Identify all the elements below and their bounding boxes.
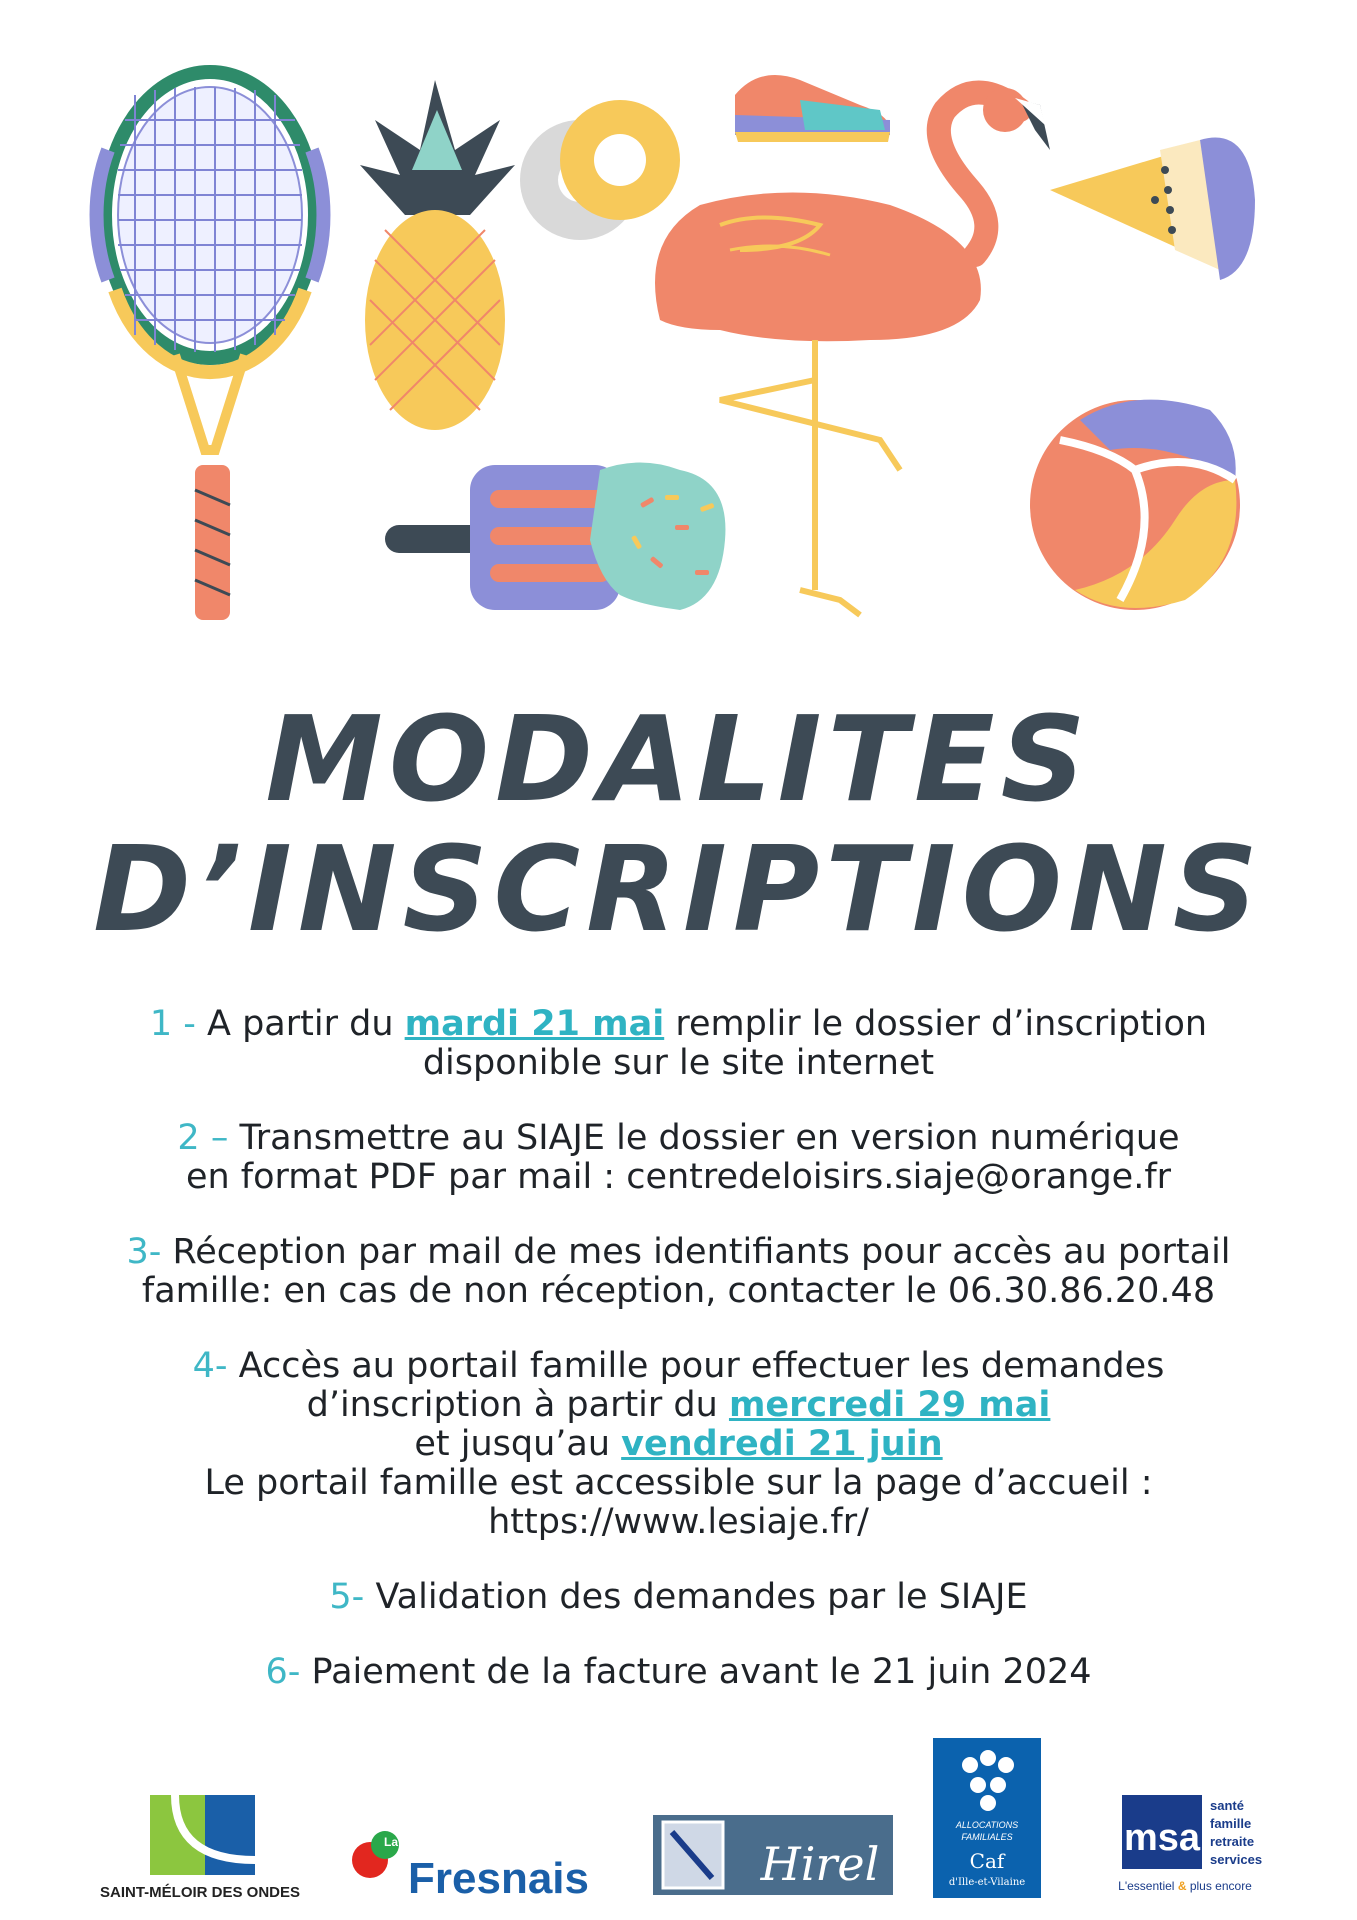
step-number: 5- (329, 1577, 365, 1617)
caf-region: d'Ille-et-Vilaine (948, 1877, 1026, 1888)
step-text: disponible sur le site internet (422, 1043, 935, 1083)
step-2 (60, 1119, 1297, 1197)
date-highlight: vendredi 21 juin (621, 1424, 943, 1464)
fresnais-logo (352, 1831, 589, 1903)
tennis-racket-icon (97, 72, 324, 620)
step-text: d’inscription à partir du (306, 1385, 729, 1425)
title-line-2: D’INSCRIPTIONS (93, 820, 1264, 958)
step-3 (60, 1233, 1297, 1311)
step-4 (60, 1347, 1297, 1542)
portal-link[interactable]: https://www.lesiaje.fr/ (488, 1502, 869, 1542)
step-text: remplir le dossier d’inscription (664, 1004, 1208, 1044)
msa-word: famille (1210, 1816, 1252, 1831)
step-1 (60, 1005, 1297, 1083)
step-5 (60, 1578, 1297, 1617)
step-text: Validation des demandes par le SIAJE (364, 1577, 1028, 1617)
step-number: 3- (126, 1232, 162, 1272)
pineapple-icon (360, 80, 515, 430)
caf-name: Caf (969, 1849, 1005, 1873)
msa-word: services (1210, 1852, 1263, 1867)
summer-illustration (0, 0, 1357, 660)
partner-logos (0, 1730, 1357, 1920)
donut-icon (520, 100, 680, 240)
caf-line-2: FAMILIALES (961, 1832, 1013, 1842)
step-text: Transmettre au SIAJE le dossier en version numérique (228, 1118, 1180, 1158)
msa-word: retraite (1210, 1834, 1255, 1849)
step-text: Réception par mail de mes identifiants pour accès au portail (161, 1232, 1231, 1272)
ice-cream-icon (1050, 138, 1255, 281)
fresnais-small-label: La (384, 1835, 399, 1849)
step-text: Le portail famille est accessible sur la page d’accueil : (204, 1463, 1153, 1503)
hirel-logo (653, 1815, 893, 1895)
step-number: 2 – (177, 1118, 229, 1158)
saint-meloir-label: SAINT-MÉLOIR DES ONDES (99, 1884, 301, 1901)
msa-mark: msa (1123, 1817, 1201, 1859)
fresnais-label: Fresnais (408, 1854, 589, 1903)
step-text: A partir du (195, 1004, 405, 1044)
msa-word: santé (1210, 1798, 1244, 1813)
msa-logo (1118, 1795, 1262, 1893)
sneaker-icon (735, 75, 890, 142)
step-text: et jusqu’au (414, 1424, 622, 1464)
hirel-label: Hirel (760, 1837, 880, 1891)
date-highlight: mardi 21 mai (404, 1004, 665, 1044)
popsicle-icon (385, 463, 725, 611)
step-number: 1 - (149, 1004, 196, 1044)
volleyball-icon (1030, 400, 1240, 610)
saint-meloir-logo (100, 1795, 300, 1901)
date-highlight: mercredi 29 mai (728, 1385, 1051, 1425)
step-text: Paiement de la facture avant le 21 juin 2024 (300, 1652, 1092, 1692)
msa-tagline: L'essentiel & plus encore (1118, 1879, 1252, 1893)
caf-line-1: ALLOCATIONS (955, 1820, 1019, 1830)
steps-list (60, 1005, 1297, 1728)
step-number: 4- (192, 1346, 228, 1386)
step-6 (60, 1653, 1297, 1692)
step-number: 6- (265, 1652, 301, 1692)
email-text: en format PDF par mail : centredeloisirs.siaje@orange.fr (185, 1157, 1172, 1197)
step-text: Accès au portail famille pour effectuer les demandes (227, 1346, 1165, 1386)
caf-logo (933, 1738, 1041, 1898)
title-line-1: MODALITES (265, 690, 1092, 828)
phone-text: famille: en cas de non réception, contacter le 06.30.86.20.48 (141, 1271, 1216, 1311)
